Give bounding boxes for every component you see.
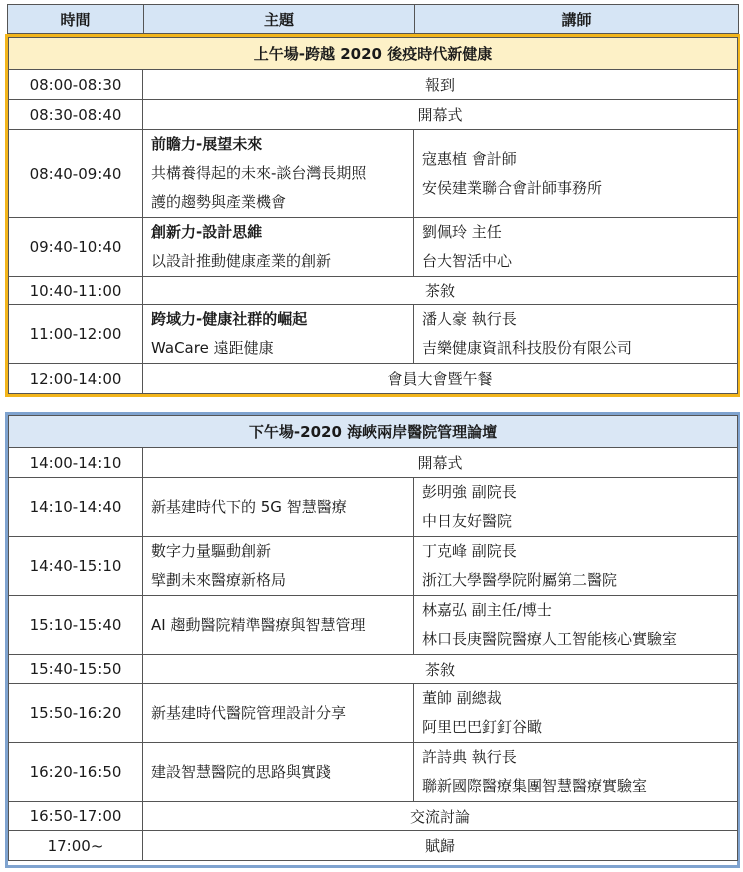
schedule-row [9, 130, 738, 218]
time-cell: 15:10-15:40 [9, 596, 143, 655]
topic-line: 數字力量驅動創新 [151, 542, 272, 560]
speaker-name: 林嘉弘 副主任/博士 [422, 601, 552, 619]
speaker-organization: 中日友好醫院 [422, 512, 513, 530]
afternoon-title: 下午場-2020 海峽兩岸醫院管理論壇 [9, 416, 738, 448]
speaker-cell [414, 596, 738, 655]
schedule-row [9, 478, 738, 537]
speaker-cell [414, 478, 738, 537]
topic-cell [143, 478, 414, 537]
speaker-cell [414, 130, 738, 218]
session-item: 茶敘 [143, 277, 738, 305]
topic-line: AI 趨動醫院精準醫療與智慧管理 [151, 615, 366, 634]
schedule-row [9, 802, 738, 831]
schedule-row [9, 305, 738, 364]
topic-cell [143, 218, 414, 277]
speaker-organization: 吉樂健康資訊科技股份有限公司 [422, 339, 633, 357]
time-cell: 14:10-14:40 [9, 478, 143, 537]
speaker-cell [414, 218, 738, 277]
time-cell: 10:40-11:00 [9, 277, 143, 305]
time-cell: 08:00-08:30 [9, 70, 143, 100]
speaker-name: 寇惠植 會計師 [422, 149, 517, 168]
speaker-cell [414, 743, 738, 802]
morning-title: 上午場-跨越 2020 後疫時代新健康 [9, 38, 738, 70]
session-item: 交流討論 [143, 802, 738, 831]
time-cell: 16:20-16:50 [9, 743, 143, 802]
topic-line: 新基建時代醫院管理設計分享 [151, 703, 347, 722]
speaker-name: 劉佩玲 主任 [422, 223, 502, 241]
session-item: 賦歸 [143, 831, 738, 861]
schedule-row [9, 100, 738, 130]
schedule-row [9, 831, 738, 861]
header-speaker: 講師 [415, 5, 739, 34]
time-cell: 08:30-08:40 [9, 100, 143, 130]
topic-cell [143, 743, 414, 802]
topic-cell [143, 684, 414, 743]
schedule-row [9, 596, 738, 655]
speaker-organization: 台大智活中心 [422, 252, 513, 270]
speaker-organization: 聯新國際醫療集團智慧醫療實驗室 [422, 777, 648, 795]
speaker-organization: 林口長庚醫院醫療人工智能核心實驗室 [422, 630, 678, 648]
time-cell: 16:50-17:00 [9, 802, 143, 831]
header-row [8, 5, 739, 34]
time-cell: 15:40-15:50 [9, 655, 143, 684]
topic-cell [143, 537, 414, 596]
speaker-cell [414, 684, 738, 743]
schedule-row [9, 537, 738, 596]
topic-cell [143, 305, 414, 364]
topic-cell [143, 596, 414, 655]
schedule-row [9, 218, 738, 277]
speaker-organization: 浙江大學醫學院附屬第二醫院 [422, 571, 618, 589]
afternoon-table [8, 415, 738, 861]
schedule-row [9, 70, 738, 100]
session-item: 開幕式 [143, 100, 738, 130]
time-cell: 14:00-14:10 [9, 448, 143, 478]
topic-cell [143, 130, 414, 218]
topic-line: WaCare 遠距健康 [151, 339, 274, 357]
time-cell: 09:40-10:40 [9, 218, 143, 277]
topic-heading: 創新力-設計思維 [151, 223, 263, 241]
topic-line: 擘劃未來醫療新格局 [151, 571, 287, 589]
speaker-cell [414, 537, 738, 596]
speaker-cell [414, 305, 738, 364]
speaker-name: 許詩典 執行長 [422, 748, 517, 766]
topic-line: 新基建時代下的 5G 智慧醫療 [151, 497, 347, 516]
header-time: 時間 [8, 5, 144, 34]
session-item: 報到 [143, 70, 738, 100]
schedule-row [9, 364, 738, 394]
speaker-organization: 阿里巴巴釘釘谷瞰 [422, 718, 543, 736]
time-cell: 11:00-12:00 [9, 305, 143, 364]
header-topic: 主題 [144, 5, 415, 34]
afternoon-session [5, 412, 740, 868]
topic-heading: 前瞻力-展望未來 [151, 135, 263, 153]
speaker-name: 丁克峰 副院長 [422, 542, 517, 560]
morning-table [8, 37, 738, 394]
topic-line: 共構養得起的未來-談台灣長期照 [151, 164, 367, 182]
morning-session [5, 34, 740, 397]
schedule-row [9, 684, 738, 743]
topic-line: 以設計推動健康產業的創新 [151, 252, 332, 270]
time-cell: 15:50-16:20 [9, 684, 143, 743]
afternoon-title-row [9, 416, 738, 448]
morning-title-row [9, 38, 738, 70]
topic-heading: 跨域力-健康社群的崛起 [151, 310, 308, 328]
topic-line: 建設智慧醫院的思路與實踐 [151, 762, 332, 781]
session-item: 開幕式 [143, 448, 738, 478]
speaker-name: 彭明強 副院長 [422, 483, 517, 501]
schedule-row [9, 743, 738, 802]
schedule-header [7, 4, 739, 34]
speaker-name: 董帥 副總裁 [422, 689, 502, 707]
time-cell: 17:00~ [9, 831, 143, 861]
time-cell: 08:40-09:40 [9, 130, 143, 218]
session-item: 會員大會暨午餐 [143, 364, 738, 394]
speaker-organization: 安侯建業聯合會計師事務所 [422, 178, 603, 197]
topic-line: 護的趨勢與產業機會 [151, 193, 287, 211]
schedule-row [9, 277, 738, 305]
time-cell: 14:40-15:10 [9, 537, 143, 596]
time-cell: 12:00-14:00 [9, 364, 143, 394]
schedule-row [9, 655, 738, 684]
speaker-name: 潘人豪 執行長 [422, 310, 517, 328]
session-item: 茶敘 [143, 655, 738, 684]
schedule-row [9, 448, 738, 478]
